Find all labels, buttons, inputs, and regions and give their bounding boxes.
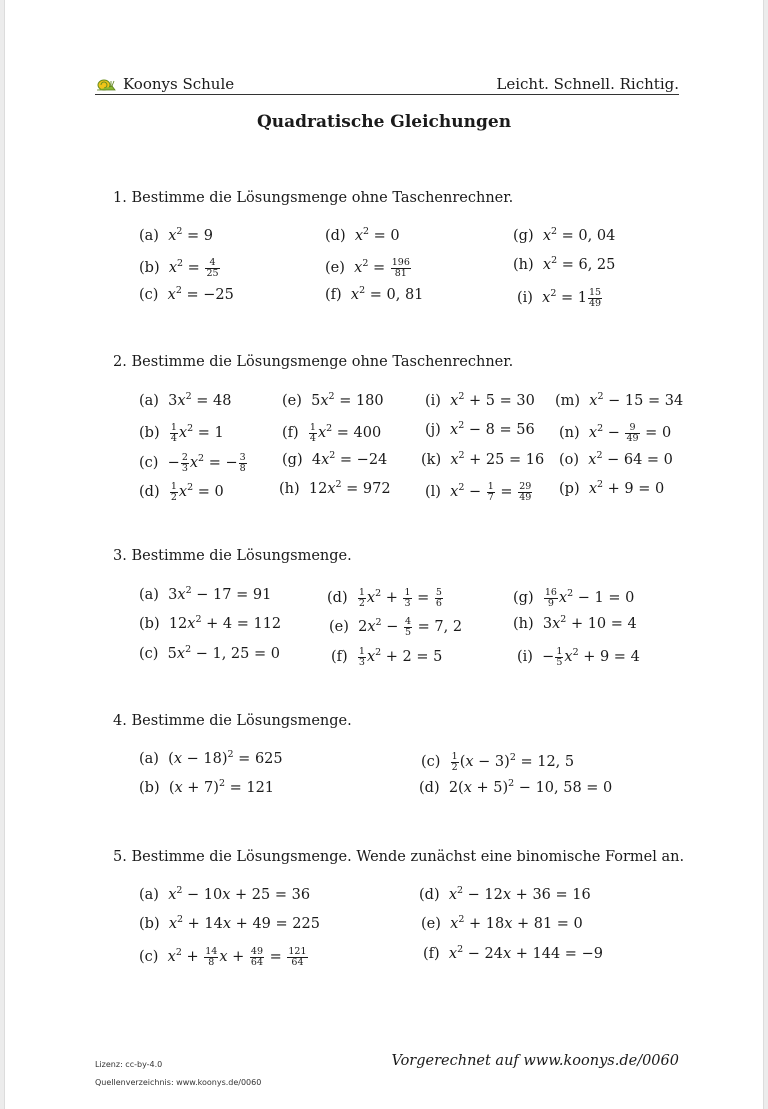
task-3-item-c: (c) $5x^2 - 1$, 25 = 0	[139, 644, 280, 662]
solution-link[interactable]: Vorgerechnet auf www.koonys.de/0060	[391, 1053, 679, 1069]
task-1-item-f: (f) $x^2 = 0$, 81	[325, 285, 424, 303]
task-2-item-d: (d) $\frac{1}{2}$ $x^2 = 0$	[139, 481, 224, 503]
header-slogan: Leicht. Schnell. Richtig.	[496, 75, 679, 93]
task-2-item-e: (e) $5x^2 = 180$	[282, 391, 384, 409]
task-number: 5.	[113, 849, 127, 865]
task-1-item-h: (h) $x^2 = 6$, 25	[513, 255, 616, 273]
task-1-heading	[113, 190, 513, 206]
task-2-heading	[113, 354, 513, 370]
task-4-item-b: (b) $(x + 7)^2 = 121$	[139, 778, 275, 796]
task-5-item-d: (d) $x^2 - 12x + 36 = 16$	[419, 885, 591, 903]
task-2-item-j: (j) $x^2 - 8 = 56$	[425, 420, 535, 438]
task-5-item-f: (f) $x^2 - 24x + 144 = -9$	[423, 944, 603, 962]
brand-name: Koonys Schule	[123, 75, 235, 93]
task-2-item-h: (h) $12x^2 = 972$	[279, 479, 391, 497]
task-2-item-n: (n) $x^2$ − $\frac{9}{49}$ = 0	[559, 422, 672, 444]
task-2-item-m: (m) $x^2 - 15 = 34$	[555, 391, 684, 409]
task-instruction: Bestimme die Lösungsmenge.	[131, 548, 352, 564]
task-instruction: Bestimme die Lösungsmenge ohne Taschenrechner.	[131, 354, 514, 370]
license-note: Lizenz: cc-by-4.0	[95, 1060, 163, 1069]
task-2-item-p: (p) $x^2 + 9 = 0$	[559, 479, 665, 497]
task-1-item-e: (e) $x^2$ = $\frac{196}{81}$	[325, 257, 410, 279]
snail-logo-icon	[95, 77, 117, 91]
task-5-item-c: (c) $x^2$ + $\frac{14}{8}$ x + $\frac{49}{64}$ = $\frac{121}{64}$	[139, 946, 307, 968]
task-2-item-g: (g) $4x^2 = -24$	[282, 450, 388, 468]
task-5-item-b: (b) $x^2 + 14x + 49 = 225$	[139, 914, 320, 932]
task-4-item-d: (d) $2(x + 5)^2 - 10$, 58 = 0	[419, 778, 613, 796]
header-brand	[95, 75, 234, 93]
task-4-item-c: (c) $\frac{1}{2}$ $(x - 3)^2 = 12$, 5	[421, 751, 575, 773]
task-3-item-a: (a) $3x^2 - 17 = 91$	[139, 585, 272, 603]
task-4-item-a: (a) $(x - 18)^2 = 625$	[139, 749, 283, 767]
task-3-item-d: (d) $\frac{1}{2}$ $x^2$ + $\frac{1}{3}$ = $\frac{5}{6}$	[327, 587, 442, 609]
task-2-item-i: (i) $x^2 + 5 = 30$	[425, 391, 535, 409]
task-2-item-b: (b) $\frac{1}{4}$ $x^2 = 1$	[139, 422, 224, 444]
sources-note: Quellenverzeichnis: www.koonys.de/0060	[95, 1078, 262, 1087]
page-title: Quadratische Gleichungen	[256, 112, 512, 132]
task-instruction: Bestimme die Lösungsmenge ohne Taschenrechner.	[131, 190, 514, 206]
task-4-heading	[113, 713, 352, 729]
task-2-item-l: (l) $x^2$ − $\frac{1}{7}$ = $\frac{29}{49}$	[425, 481, 532, 503]
worksheet-page	[4, 0, 764, 1109]
task-5-heading	[113, 849, 684, 865]
task-5-item-a: (a) $x^2 - 10x + 25 = 36$	[139, 885, 311, 903]
task-3-item-h: (h) $3x^2 + 10 = 4$	[513, 614, 637, 632]
task-5-item-e: (e) $x^2 + 18x + 81 = 0$	[421, 914, 583, 932]
task-1-item-d: (d) $x^2 = 0$	[325, 226, 400, 244]
header-divider	[95, 94, 679, 95]
task-2-item-f: (f) $\frac{1}{4}$ $x^2 = 400$	[282, 422, 382, 444]
task-instruction: Bestimme die Lösungsmenge. Wende zunächst eine binomische Formel an.	[131, 849, 685, 865]
task-instruction: Bestimme die Lösungsmenge.	[131, 713, 352, 729]
task-2-item-k: (k) $x^2 + 25 = 16$	[421, 450, 545, 468]
task-1-item-g: (g) $x^2 = 0$, 04	[513, 226, 616, 244]
task-number: 4.	[113, 713, 127, 729]
task-3-item-i: (i) − $\frac{1}{5}$ $x^2 + 9 = 4$	[517, 646, 640, 668]
task-1-item-c: (c) $x^2 = -25$	[139, 285, 234, 303]
task-number: 3.	[113, 548, 127, 564]
task-3-item-e: (e) $2x^2$ − $\frac{4}{5}$ = 7, 2	[329, 616, 463, 638]
task-2-item-a: (a) $3x^2 = 48$	[139, 391, 232, 409]
task-1-item-a: (a) $x^2 = 9$	[139, 226, 214, 244]
task-3-item-f: (f) $\frac{1}{3}$ $x^2 + 2 = 5$	[331, 646, 443, 668]
task-2-item-o: (o) $x^2 - 64 = 0$	[559, 450, 673, 468]
task-2-item-c: (c) − $\frac{2}{3}$ $x^2$ = − $\frac{3}{8}$	[139, 452, 246, 474]
task-3-item-b: (b) $12x^2 + 4 = 112$	[139, 614, 282, 632]
task-3-heading	[113, 548, 352, 564]
task-3-item-g: (g) $\frac{16}{9}$ $x^2 - 1 = 0$	[513, 587, 635, 609]
task-1-item-i: (i) $x^2 = 1$ $\frac{15}{49}$	[517, 287, 602, 309]
task-1-item-b: (b) $x^2$ = $\frac{4}{25}$	[139, 257, 219, 279]
task-number: 2.	[113, 354, 127, 370]
task-number: 1.	[113, 190, 127, 206]
